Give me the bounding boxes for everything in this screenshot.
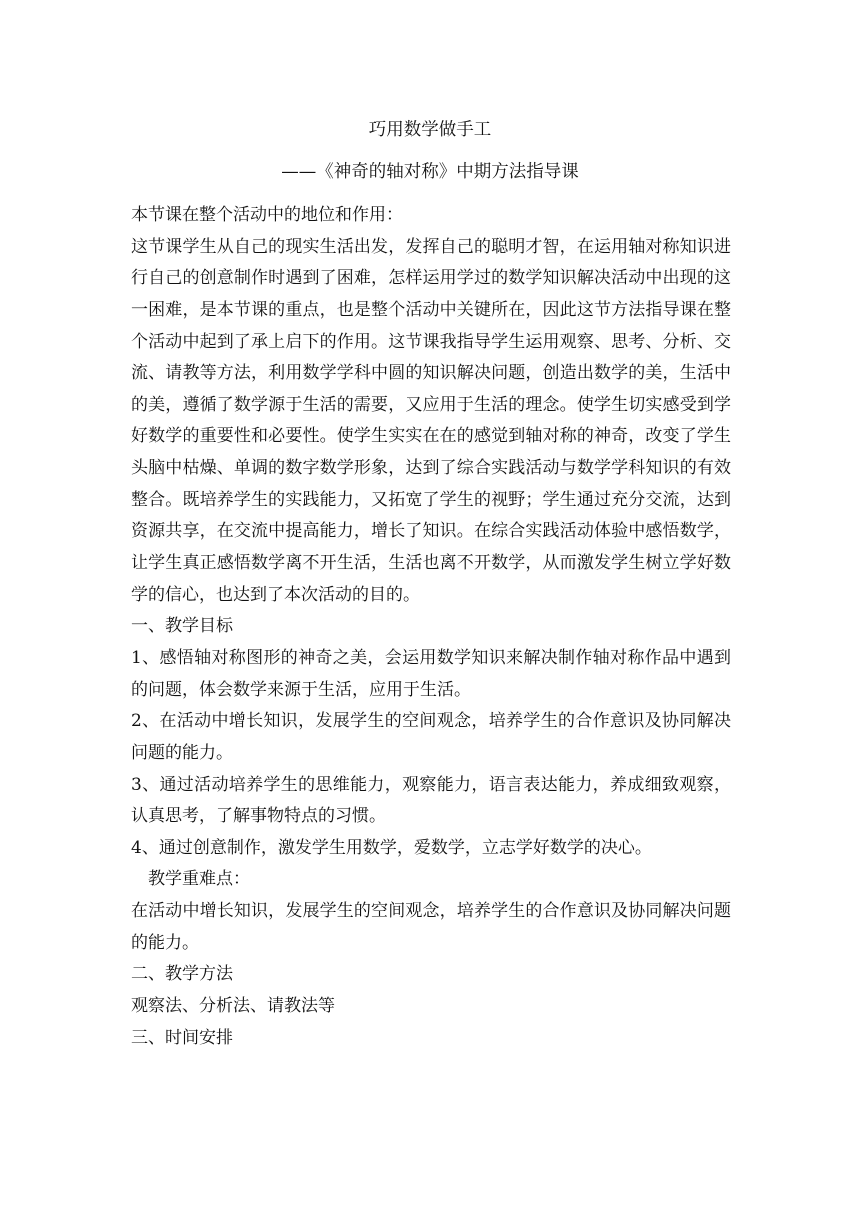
section-heading-goals: 一、教学目标 bbox=[131, 616, 233, 636]
paragraph-line: 让学生真正感悟数学离不开生活，生活也离不开数学，从而激发学生树立学好数 bbox=[131, 553, 731, 573]
document-subtitle: ——《神奇的轴对称》中期方法指导课 bbox=[281, 162, 579, 182]
paragraph-line: 流、请教等方法，利用数学学科中圆的知识解决问题，创造出数学的美，生活中 bbox=[131, 363, 731, 383]
goal-line: 认真思考，了解事物特点的习惯。 bbox=[131, 806, 386, 826]
document-title: 巧用数学做手工 bbox=[368, 120, 492, 140]
role-heading: 本节课在整个活动中的地位和作用： bbox=[131, 205, 403, 225]
section-heading-schedule: 三、时间安排 bbox=[131, 1028, 233, 1048]
goal-line: 2、在活动中增长知识，发展学生的空间观念，培养学生的合作意识及协同解决 bbox=[131, 711, 731, 731]
key-points-heading: 教学重难点： bbox=[148, 869, 250, 889]
paragraph-line: 头脑中枯燥、单调的数字数学形象，达到了综合实践活动与数学学科知识的有效 bbox=[131, 458, 731, 478]
key-points-line: 在活动中增长知识，发展学生的空间观念，培养学生的合作意识及协同解决问题 bbox=[131, 901, 731, 921]
paragraph-line: 资源共享，在交流中提高能力，增长了知识。在综合实践活动体验中感悟数学， bbox=[131, 521, 731, 541]
key-points-line: 的能力。 bbox=[131, 933, 199, 953]
paragraph-line: 个活动中起到了承上启下的作用。这节课我指导学生运用观察、思考、分析、交 bbox=[131, 332, 731, 352]
paragraph-line: 学的信心，也达到了本次活动的目的。 bbox=[131, 585, 420, 605]
section-heading-methods: 二、教学方法 bbox=[131, 964, 233, 984]
paragraph-line: 行自己的创意制作时遇到了困难，怎样运用学过的数学知识解决活动中出现的这 bbox=[131, 268, 731, 288]
paragraph-line: 一困难，是本节课的重点，也是整个活动中关键所在，因此这节方法指导课在整 bbox=[131, 300, 731, 320]
goal-line: 的问题，体会数学来源于生活，应用于生活。 bbox=[131, 680, 471, 700]
goal-line: 3、通过活动培养学生的思维能力，观察能力，语言表达能力，养成细致观察， bbox=[131, 775, 731, 795]
goal-line: 4、通过创意制作，激发学生用数学，爱数学，立志学好数学的决心。 bbox=[131, 838, 652, 858]
paragraph-line: 的美，遵循了数学源于生活的需要，又应用于生活的理念。使学生切实感受到学 bbox=[131, 395, 731, 415]
goal-line: 问题的能力。 bbox=[131, 743, 233, 763]
paragraph-line: 整合。既培养学生的实践能力，又拓宽了学生的视野；学生通过充分交流，达到 bbox=[131, 490, 731, 510]
paragraph-line: 这节课学生从自己的现实生活出发，发挥自己的聪明才智，在运用轴对称知识进 bbox=[131, 237, 731, 257]
methods-line: 观察法、分析法、请教法等 bbox=[131, 996, 335, 1016]
paragraph-line: 好数学的重要性和必要性。使学生实实在在的感觉到轴对称的神奇，改变了学生 bbox=[131, 426, 731, 446]
goal-line: 1、感悟轴对称图形的神奇之美，会运用数学知识来解决制作轴对称作品中遇到 bbox=[131, 648, 731, 668]
